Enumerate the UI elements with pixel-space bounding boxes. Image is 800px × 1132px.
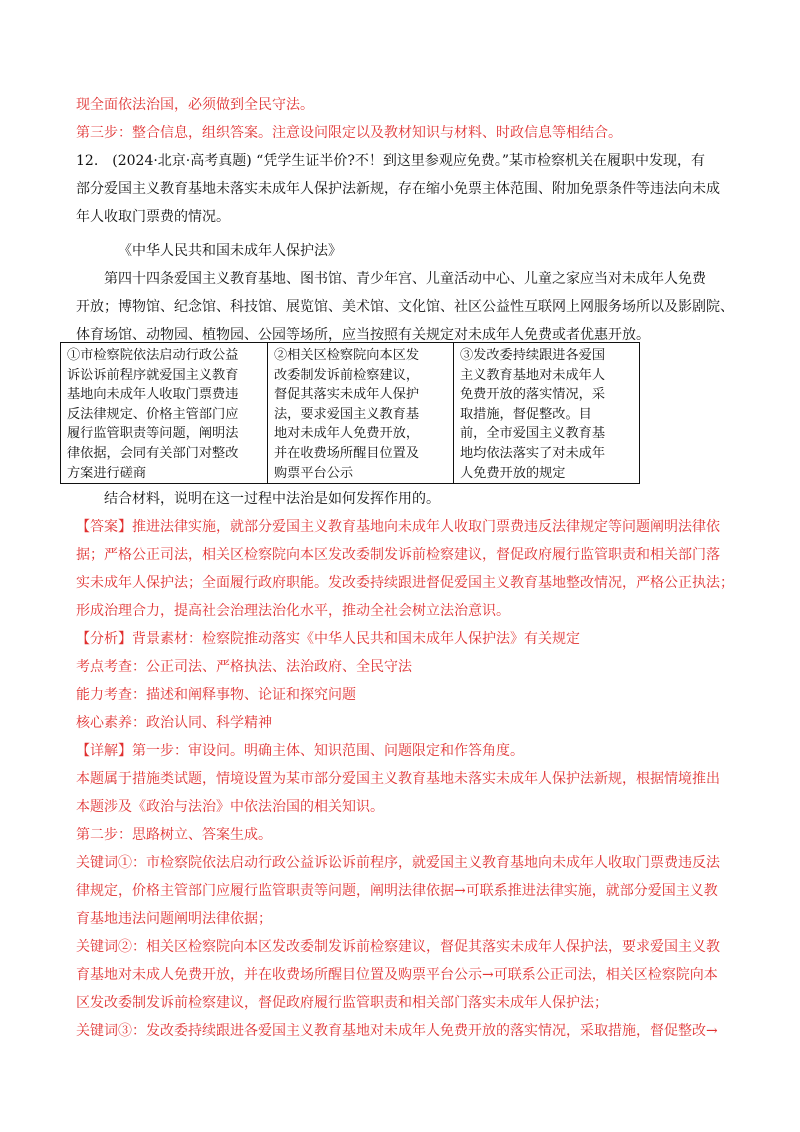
top-line-2: 第三步：整合信息，组织答案。注意设问限定以及教材知识与材料、时政信息等相结合。 xyxy=(76,125,622,141)
law-title: 《中华人民共和国未成年人保护法》 xyxy=(118,243,342,259)
answer-line-2: 据；严格公正司法，相关区检察院向本区发改委制发诉前检察建议，督促政府履行监管职责和相关部门落 xyxy=(76,547,720,563)
question-line-1: 12. (2024·北京·高考真题) “凭学生证半价?不！到这里参观应免费。”某市检察机关在履职中发现，有 xyxy=(76,153,705,169)
answer-line-1: 【答案】推进法律实施，就部分爱国主义教育基地向未成年人收取门票费违反法律规定等问题阐明法律依 xyxy=(76,519,720,535)
detail-line-1: 【详解】第一步：审设问。明确主体、知识范围、问题限定和作答角度。 xyxy=(76,743,524,759)
detail-line-2: 本题属于措施类试题，情境设置为某市部分爱国主义教育基地未落实未成年人保护法新规，根据情境推出 xyxy=(76,771,720,787)
detail-line-8: 关键词②：相关区检察院向本区发改委制发诉前检察建议，督促其落实未成年人保护法，要求爱国主义教 xyxy=(76,939,720,955)
answer-line-3: 实未成年人保护法；全面履行政府职能。发改委持续跟进督促爱国主义教育基地整改情况，严格公正执法； xyxy=(76,575,734,591)
analysis-line-4: 核心素养：政治认同、科学精神 xyxy=(76,715,272,731)
detail-line-6: 律规定，价格主管部门应履行监管职责等问题，阐明法律依据→可联系推进法律实施，就部分爱国主义教 xyxy=(76,883,718,899)
detail-line-11: 关键词③：发改委持续跟进各爱国主义教育基地对未成年人免费开放的落实情况，采取措施，督促整改→ xyxy=(76,1023,718,1039)
analysis-line-3: 能力考查：描述和阐释事物、论证和探究问题 xyxy=(76,687,356,703)
law-line-1: 第四十四条爱国主义教育基地、图书馆、青少年宫、儿童活动中心、儿童之家应当对未成年人免费 xyxy=(104,271,706,287)
top-line-1: 现全面依法治国，必须做到全民守法。 xyxy=(76,97,314,113)
analysis-line-2: 考点考查：公正司法、严格执法、法治政府、全民守法 xyxy=(76,659,412,675)
table-cell-2: ②相关区检察院向本区发 改委制发诉前检察建议， 督促其落实未成年人保护 法，要求爱国主义教育基 地对未成年人免费开放， 并在收费场所醒目位置及 购票平台公示 xyxy=(268,343,454,483)
table-cell-3: ③发改委持续跟进各爱国 主义教育基地对未成年人 免费开放的落实情况，采 取措施，督促整改。目 前，全市爱国主义教育基 地均依法落实了对未成年 人免费开放的规定 xyxy=(460,348,606,481)
detail-line-4: 第二步：思路树立、答案生成。 xyxy=(76,827,272,843)
question-prompt: 结合材料，说明在这一过程中法治是如何发挥作用的。 xyxy=(104,491,440,507)
law-line-2: 开放；博物馆、纪念馆、科技馆、展览馆、美术馆、文化馆、社区公益性互联网上网服务场所以及影剧院、 xyxy=(76,299,734,315)
answer-line-4: 形成治理合力，提高社会治理法治化水平，推动全社会树立法治意识。 xyxy=(76,603,510,619)
table-cell-1: ①市检察院依法启动行政公益 诉讼诉前程序就爱国主义教育 基地向未成年人收取门票费违 反法律规定、价格主管部门应 履行监管职责等问题，阐明法 律依据，会同有关部门对整改 方案进行磋商 xyxy=(61,343,268,483)
material-table xyxy=(60,342,640,484)
detail-line-9: 育基地对未成人免费开放，并在收费场所醒目位置及购票平台公示→可联系公正司法，相关区检察院向本 xyxy=(76,967,718,983)
detail-line-10: 区发改委制发诉前检察建议，督促政府履行监管职责和相关部门落实未成年人保护法； xyxy=(76,995,608,1011)
question-line-2: 部分爱国主义教育基地未落实未成年人保护法新规，存在缩小免票主体范围、附加免票条件等违法向未成 xyxy=(76,181,720,197)
question-line-3: 年人收取门票费的情况。 xyxy=(76,209,230,225)
detail-line-5: 关键词①：市检察院依法启动行政公益诉讼诉前程序，就爱国主义教育基地向未成年人收取门票费违反法 xyxy=(76,855,720,871)
detail-line-7: 育基地违法问题阐明法律依据； xyxy=(76,911,272,927)
analysis-line-1: 【分析】背景素材：检察院推动落实《中华人民共和国未成年人保护法》有关规定 xyxy=(76,631,580,647)
law-line-3: 体育场馆、动物园、植物园、公园等场所，应当按照有关规定对未成年人免费或者优惠开放。 xyxy=(76,327,650,343)
detail-line-3: 本题涉及《政治与法治》中依法治国的相关知识。 xyxy=(76,799,384,815)
